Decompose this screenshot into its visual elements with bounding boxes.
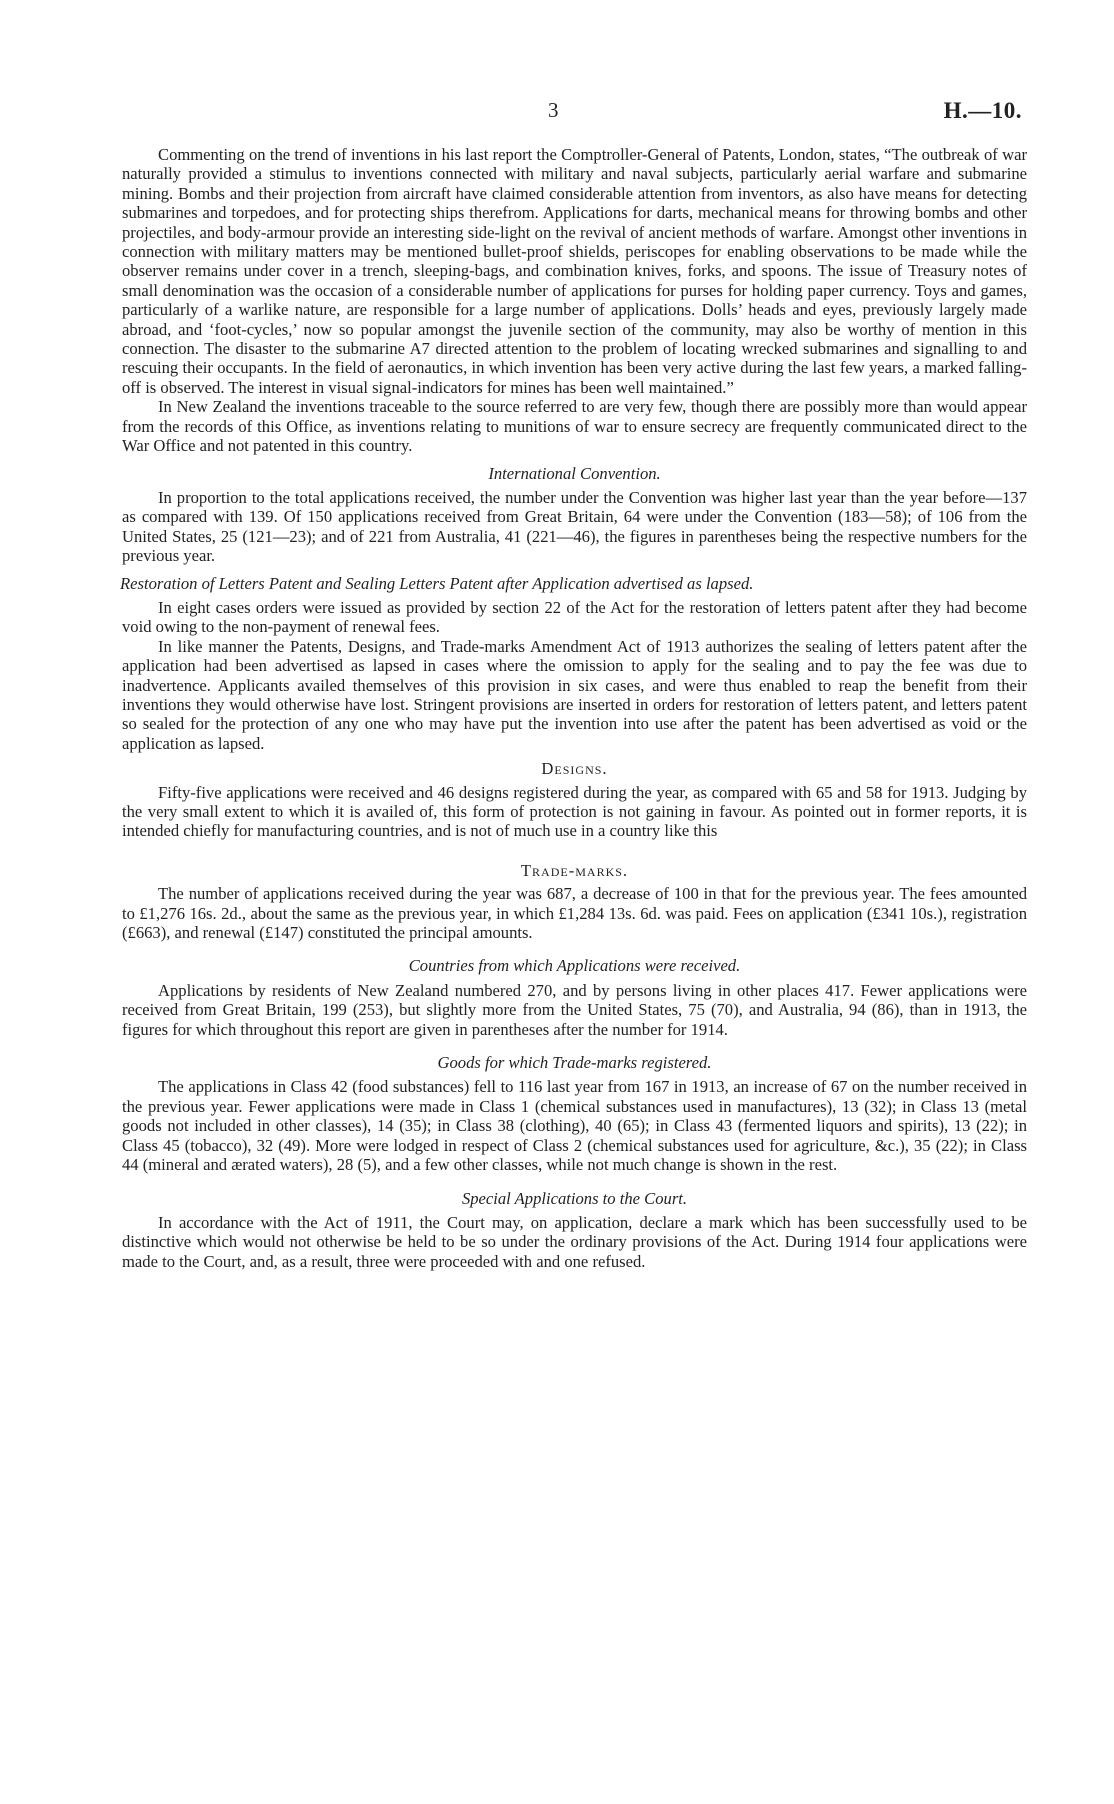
trade-marks-paragraph: The number of applications received during the year was 687, a decrease of 100 in that for the previous year. The fees amounted to £1,276 16s. 2d., about the same as the previous year, in which £1,284 13s. 6d. was paid. Fees on application (£341 10s.), registration (£663), and renewal (£147) constituted the principal amounts. — [122, 884, 1027, 943]
countries-paragraph: Applications by residents of New Zealand numbered 270, and by persons living in other places 417. Fewer applications were received from Great Britain, 199 (253), but slightly more from the United States, 75 (70), and Australia, 94 (86), than in 1913, the figures for which throughout this report are given in parentheses after the number for 1914. — [122, 980, 1027, 1039]
designs-heading: Designs. — [541, 759, 608, 779]
international-convention-paragraph: In proportion to the total applications received, the number under the Convention was higher last year than the year before—137 as compared with 139. Of 150 applications received from Great Britain, 64 were under the Convention (183—58); of 106 from the United States, 25 (121—23); and of 221 from Australia, 41 (221—46), the figures in parentheses being the respective numbers for the previous year. — [122, 487, 1027, 566]
restoration-paragraph-2: In like manner the Patents, Designs, and Trade-marks Amendment Act of 1913 authorizes the sealing of letters patent after the application had been advertised as lapsed in cases where the omission to apply for the sealing and to pay the fee was due to inadvertence. Applicants availed themselves of this provision in six cases, and were thus enabled to reap the benefit from their inventions they would otherwise have lost. Stringent provisions are inserted in orders for restoration of letters patent, and letters patent so sealed for the protection of any one who may have put the invention into use after the patent has been advertised as void or the application as lapsed. — [122, 636, 1027, 753]
page-body — [122, 145, 1027, 1271]
restoration-paragraph-1: In eight cases orders were issued as provided by section 22 of the Act for the restoration of letters patent after they had become void owing to the non-payment of renewal fees. — [122, 597, 1027, 637]
special-applications-heading: Special Applications to the Court. — [461, 1188, 688, 1208]
goods-paragraph: The applications in Class 42 (food substances) fell to 116 last year from 167 in 1913, an increase of 67 on the number received in the previous year. Fewer applications were made in Class 1 (chemical substances used in manufactures), 13 (32); in Class 13 (metal goods not included in other classes), 14 (35); in Class 38 (clothing), 40 (65); in Class 43 (fermented liquors and spirits), 13 (22); in Class 45 (tobacco), 32 (49). More were lodged in respect of Class 2 (chemical substances used for agriculture, &c.), 35 (22); in Class 44 (mineral and ærated waters), 28 (5), and a few other classes, while not much change is shown in the rest. — [122, 1077, 1027, 1175]
countries-heading: Countries from which Applications were received. — [408, 956, 741, 976]
designs-paragraph: Fifty-five applications were received and 46 designs registered during the year, as compared with 65 and 58 for 1913. Judging by the very small extent to which it is availed of, this form of protection is not gaining in favour. As pointed out in former reports, it is intended chiefly for manufacturing countries, and is not of much use in a country like this — [122, 782, 1027, 841]
international-convention-heading: International Convention. — [488, 463, 661, 483]
special-applications-paragraph: In accordance with the Act of 1911, the Court may, on application, declare a mark which has been successfully used to be distinctive which would not otherwise be held to be so under the ordinary provisions of the Act. During 1914 four applications were made to the Court, and, as a result, three were proceeded with and one refused. — [122, 1212, 1027, 1271]
page-number: 3 — [548, 98, 559, 122]
intro-paragraph-1: Commenting on the trend of inventions in his last report the Comptroller-General of Patents, London, states, “The outbreak of war naturally provided a stimulus to inventions connected with military and naval subjects, particularly aerial warfare and submarine mining. Bombs and their projection from aircraft have claimed considerable attention from inventors, as also have means for detecting submarines and torpedoes, and for protecting ships therefrom. Applications for darts, mechanical means for throwing bombs and other projectiles, and body-armour provide an interesting side-light on the revival of ancient methods of warfare. Amongst other inventions in connection with military matters may be mentioned bullet-proof shields, periscopes for enabling observations to be made while the observer remains under cover in a trench, sleeping-bags, and combination knives, forks, and spoons. The issue of Treasury notes of small denomination was the occasion of a considerable number of applications for purses for holding paper currency. Toys and games, particularly of a warlike nature, are responsible for a large number of applications. Dolls’ heads and eyes, previously largely made abroad, and ‘foot-cycles,’ now so popular amongst the juvenile section of the community, may also be worthy of mention in this connection. The disaster to the submarine A7 directed attention to the problem of locating wrecked submarines and signalling to and rescuing their occupants. In the field of aeronautics, in which invention has been very active during the last few years, a marked falling-off is observed. The interest in visual signal-indicators for mines has been well maintained.” — [122, 145, 1027, 397]
goods-heading: Goods for which Trade-marks registered. — [437, 1053, 712, 1073]
restoration-heading: Restoration of Letters Patent and Sealing Letters Patent after Application advertised as lapsed. — [120, 573, 754, 593]
document-reference: H.—10. — [943, 98, 1022, 123]
trade-marks-heading: Trade-marks. — [520, 860, 629, 880]
intro-paragraph-2: In New Zealand the inventions traceable to the source referred to are very few, though there are possibly more than would appear from the records of this Office, as inventions relating to munitions of war to ensure secrecy are frequently communicated direct to the War Office and not patented in this country. — [122, 397, 1027, 456]
